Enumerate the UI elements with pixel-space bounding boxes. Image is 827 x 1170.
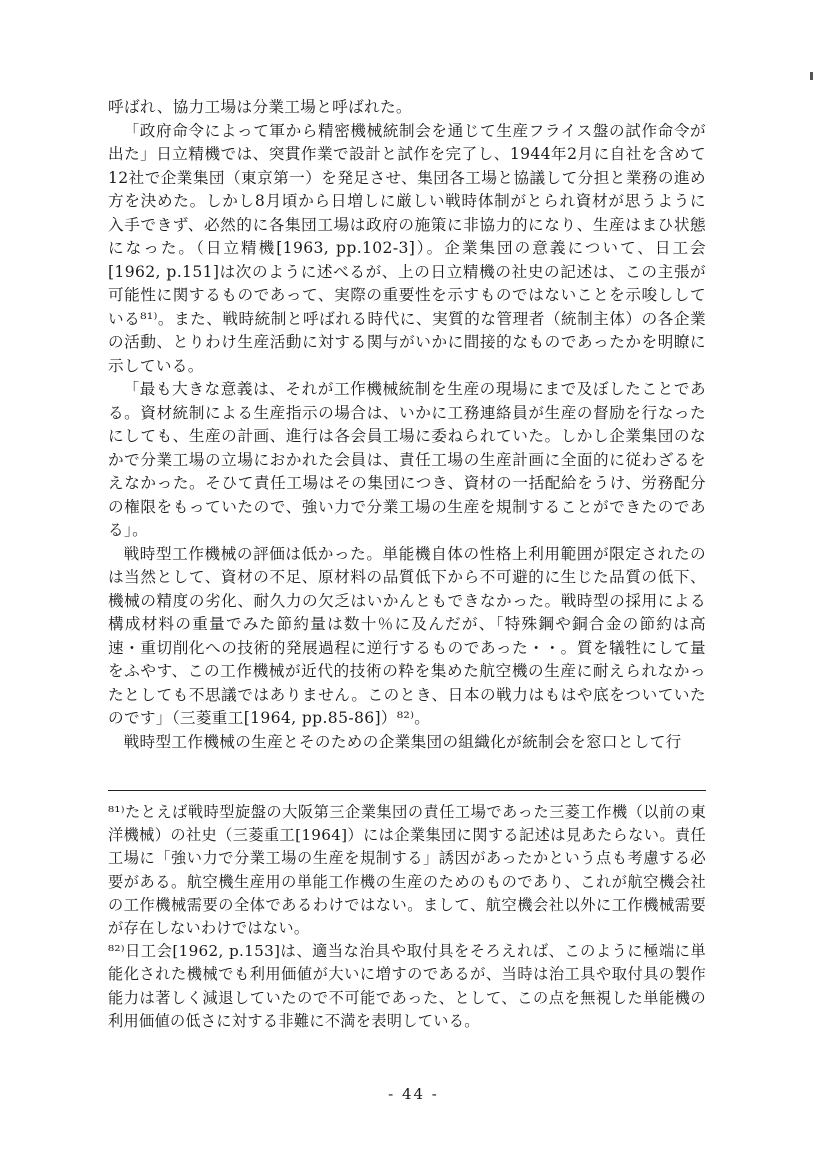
main-text	[108, 96, 706, 754]
footnote-81: ⁸¹⁾たとえば戦時型旋盤の大阪第三企業集団の責任工場であった三菱工作機（以前の東洋機械）の社史（三菱重工[1964]）には企業集団に関する記述は見あたらない。責任工場に「強い力で分業工場の生産を規制する」誘因があったかという点も考慮する必要がある。航空機生産用の単能工作機の生産のためのものであり、これが航空機会社の工作機械需要の全体であるわけではない。まして、航空機会社以外に工作機械需要が存在しないわけではない。	[108, 803, 706, 938]
paragraph: 「政府命令によって軍から精密機械統制会を通じて生産フライス盤の試作命令が出た」日立精機では、突貫作業で設計と試作を完了し、1944年2月に自社を含めて12社で企業集団（東京第一）を発足させ、集団各工場と協議して分担と業務の進め方を決めた。しかし8月頃から日増しに厳しい戦時体制がとられ資材が思うように入手できず、必然的に各集団工場は政府の施策に非協力的になり、生産はまひ状態になった。（日立精機[1963, pp.102-3]）。企業集団の意義について、日工会[1962, p.151]は次のように述べるが、上の日立精機の社史の記述は、この主張が可能性に関するものであって、実際の重要性を示すものではないことを示唆ししている⁸¹⁾。また、戦時統制と呼ばれる時代に、実質的な管理者（統制主体）の各企業の活動、とりわけ生産活動に対する関与がいかに間接的なものであったかを明瞭に示している。	[108, 121, 706, 375]
footnote-rule	[108, 790, 706, 791]
footnote-82: ⁸²⁾日工会[1962, p.153]は、適当な治具や取付具をそろえれば、このように極端に単能化された機械でも利用価値が大いに増すのであるが、当時は治工具や取付具の製作能力は著しく減退していたので不可能であった、として、この点を無視した単能機の利用価値の低さに対する非難に不満を表明している。	[108, 942, 706, 1030]
scan-mark	[810, 72, 813, 80]
paragraph: 呼ばれ、協力工場は分業工場と呼ばれた。	[108, 98, 412, 116]
paragraph: 戦時型工作機械の評価は低かった。単能機自体の性格上利用範囲が限定されたのは当然として、資材の不足、原材料の品質低下から不可避的に生じた品質の低下、機械の精度の劣化、耐久力の欠乏はいかんともできなかった。戦時型の採用による構成材料の重量でみた節約量は数十％に及んだが、「特殊鋼や銅合金の節約は高速・重切削化への技術的発展過程に逆行するものであった・・。質を犠牲にして量をふやす、この工作機械が近代的技術の粋を集めた航空機の生産に耐えられなかったとしても不思議ではありません。このとき、日本の戦力はもはや底をついていたのです」（三菱重工[1964, pp.85-86]）⁸²⁾。	[108, 544, 706, 727]
footnotes	[108, 801, 706, 1033]
page-number: - 44 -	[388, 1085, 439, 1103]
paragraph: 戦時型工作機械の生産とそのための企業集団の組織化が統制会を窓口として行	[123, 732, 682, 751]
quote-paragraph: 「最も大きな意義は、それが工作機械統制を生産の現場にまで及ぼしたことである。資材統制による生産指示の場合は、いかに工務連絡員が生産の督励を行なったにしても、生産の計画、進行は各会員工場に委ねられていた。しかし企業集団のなかで分業工場の立場におかれた会員は、責任工場の生産計画に全面的に従わざるをえなかった。そひて責任工場はその集団につき、資材の一括配給をうけ、労務配分の権限をもっていたので、強い力で分業工場の生産を規制することができたのである」。	[108, 380, 706, 539]
